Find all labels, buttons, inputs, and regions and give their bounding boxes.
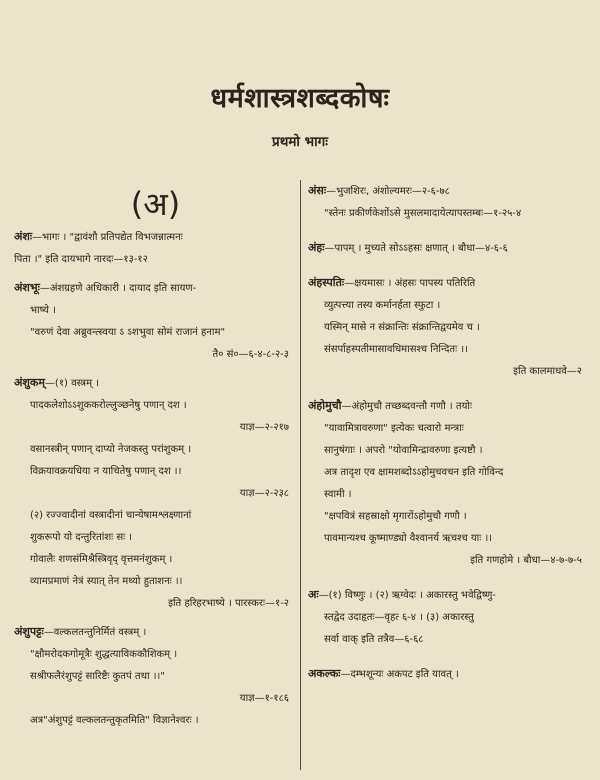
citation: इति कालमाधवे—२: [513, 366, 582, 377]
quotation: "वरुणं देवा अब्रुवन्त्स्वया ऽ ऽशभुवा सोमं राजानं हनाम": [30, 327, 226, 338]
citation: इति गणहोमे । बौधा—४-७-७-५: [470, 555, 582, 566]
entry-amhah: [308, 237, 590, 260]
column-divider: [300, 180, 301, 770]
headword: अंहः: [308, 241, 325, 254]
quotation: पादकलेशोऽऽशुककरोल्लुञ्छनेषु पणान् दश ।: [30, 400, 187, 411]
quotation: पावमान्यश्च कूष्माण्ड्यो वैश्वानर्य ऋचश्च याः ।।: [324, 533, 493, 544]
entry-text: —अंशग्रहणे अधिकारी । दायाद इति सायण-: [39, 283, 197, 294]
headword: अः: [308, 588, 319, 601]
headword: अंहस्पतिः: [308, 276, 345, 289]
citation: इति हरिहरभाष्ये । पारस्करः—१-२: [168, 598, 289, 609]
quotation: सश्रीफलैरंशुपट्टं सारिष्टैः कुतपं तथा ।।": [30, 671, 165, 682]
citation: याज्ञ—२-२१७: [239, 422, 289, 433]
quotation: वसानस्त्रीन् पणान् दाप्यो नेजकस्तु परांशुकम् ।: [30, 444, 192, 455]
headword: अकल्कः: [308, 667, 341, 680]
headword: अंहोमुचौ: [308, 399, 342, 412]
entry-amshukam: [14, 372, 297, 615]
entry-text: (२) रज्ज्वादीनां वस्त्रादीनां चान्येषामश्लक्ष्णानां: [30, 510, 192, 521]
quotation: विक्रयावक्रयधिया न याचितेषु पणान् दश ।।: [30, 466, 182, 477]
headword: अंशुपट्टः: [14, 625, 44, 638]
section-letter: (अ): [130, 185, 181, 223]
entry-text: अत्र तादृश एव क्षामशब्दोऽऽहोमुचवचन इति गोविन्द: [324, 467, 504, 478]
entry-amhomuchau: [308, 395, 590, 572]
quotation: व्यामप्रमाणं नेत्रं स्यात् तेन मथ्यो हुताशनः ।।: [30, 576, 183, 587]
entry-text: —भुजशिरः, अंशोल्यमरः—२-६-७८: [326, 186, 450, 197]
entry-text: —(१) वस्त्रम् ।: [44, 378, 100, 389]
entry-text: पिता ।" इति दायभागे नारदः—१३-१२: [14, 254, 148, 265]
page-title: धर्मशास्त्रशब्दकोषः: [210, 83, 390, 114]
page-subtitle: प्रथमो भागः: [272, 134, 328, 150]
citation: तै० सं०—६-४-८-२-३: [212, 349, 289, 360]
entry-text: अत्र"अंशुपट्टं वल्कलतन्तुकृतमिति" विज्ञानेश्वरः ।: [30, 715, 199, 726]
entry-text: व्युत्पत्त्या तस्य कर्मानर्हता स्फुटा ।: [324, 300, 441, 311]
entry-amsha: [14, 226, 297, 271]
quotation: "क्षपवित्रं सहस्राक्षो मृगारोंऽहोमुचौ गणौ ।: [324, 511, 467, 522]
entry-text: भाष्ये ।: [30, 305, 56, 316]
entry-amshabhu: [14, 277, 297, 366]
entry-text: —भागः । "द्वावंशौ प्रतिपद्येत विभजन्नात्मनः: [32, 232, 183, 243]
quotation: संसर्पाहस्पतीमासावधिमासश्च निन्दितः ।।: [324, 344, 468, 355]
headword: अंशः: [14, 230, 33, 243]
citation: याज्ञ—१-१८६: [239, 693, 289, 704]
entry-ah: [308, 584, 590, 651]
quotation: "क्षौमरोदकगोमूत्रैः शुद्धत्याविककौशिकम् ।: [30, 649, 178, 660]
entry-text: —वल्कलतन्तुनिर्मितं वस्त्रम् ।: [43, 627, 147, 638]
entry-text: —क्षयमासः । अंहसः पापस्य पतिरिति: [344, 278, 476, 289]
entry-amsah: [308, 180, 590, 225]
entry-text: सानुषंगाः । अपरो "योवामिन्द्रावरुणा इत्यष्टौ ।: [324, 445, 483, 456]
entry-text: स्वामी ।: [324, 489, 352, 500]
entry-text: सर्वा वाक् इति तत्रैव—६-६८: [324, 634, 424, 645]
entry-text: स्तद्वेद उदाहृतः—वृहत्‍ ६-४ । (३) अकारस्तु: [324, 612, 474, 623]
entry-akalkah: [308, 663, 590, 686]
entry-text: —पापम् । मुच्यते सोऽऽहसः क्षणात् । बौधा—४-६-६: [324, 243, 508, 254]
headword: अंशभूः: [14, 281, 40, 294]
entry-text: शुकरूपो यो दन्तुरितांशः सः ।: [30, 532, 133, 543]
entry-text: "यावामित्रावरुणा" इत्येकः चत्वारो मन्त्राः: [324, 423, 464, 434]
quotation: यस्मिन् मासे न संक्रान्तिः संक्रान्तिद्वयमेव च ।: [324, 322, 480, 333]
entry-text: —(१) विष्णुः । (२) ऋग्वेदः । अकारस्तु भवेद्विष्णु-: [318, 590, 496, 601]
entry-amhaspatih: [308, 272, 590, 383]
left-column: [14, 180, 297, 732]
quotation: गोवालैः शणसंमिश्रैस्त्रिवृद् वृत्तमनंशुकम् ।: [30, 554, 173, 565]
headword: अंसः: [308, 184, 327, 197]
citation: याज्ञ—२-२३८: [239, 488, 289, 499]
quotation: "स्तेनः प्रकीर्णकेशोंऽसे मुसलमादायेत्यापस्तम्बः—१-२५-४: [324, 208, 522, 219]
entry-text: —अंहोमुचौ तच्छब्दवन्तौ गणौ । तयोः: [341, 401, 473, 412]
headword: अंशुकम्: [14, 376, 45, 389]
entry-text: —दम्भशून्यः अकपट इति यावत् ।: [340, 669, 459, 680]
right-column: [308, 180, 590, 686]
entry-amshupatta: [14, 621, 297, 732]
